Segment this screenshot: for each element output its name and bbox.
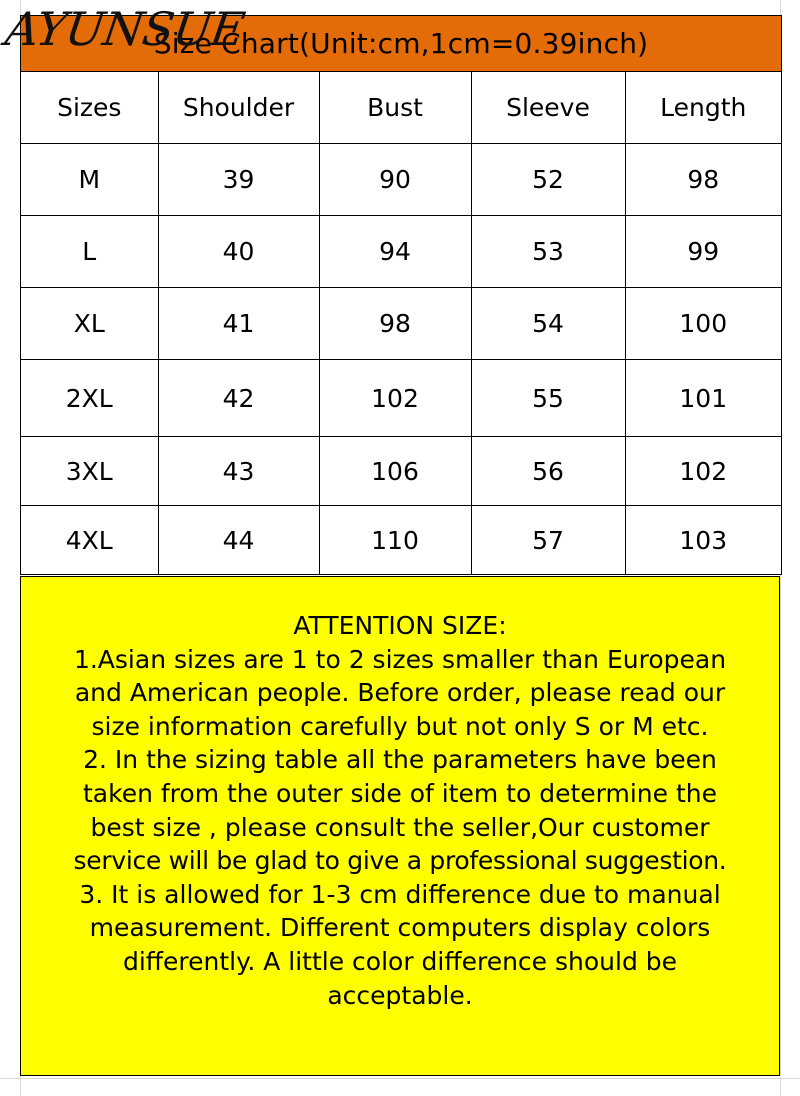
table-cell: 57 bbox=[471, 506, 625, 575]
table-cell: 94 bbox=[319, 216, 471, 288]
table-cell: 54 bbox=[471, 288, 625, 360]
table-cell: 110 bbox=[319, 506, 471, 575]
notice-line: differently. A little color difference should be bbox=[122, 946, 678, 976]
table-cell: 100 bbox=[625, 288, 781, 360]
table-cell: XL bbox=[21, 288, 158, 360]
table-cell: 56 bbox=[471, 437, 625, 506]
notice-heading: ATTENTION SIZE: bbox=[293, 611, 507, 640]
notice-line: measurement. Different computers display colors bbox=[89, 913, 711, 943]
table-cell: 43 bbox=[158, 437, 319, 506]
table-cell: 90 bbox=[319, 144, 471, 216]
notice-line: size information carefully but not only S or M etc. bbox=[91, 711, 709, 741]
attention-notice bbox=[20, 576, 780, 1076]
table-cell: 101 bbox=[625, 360, 781, 437]
table-cell: 106 bbox=[319, 437, 471, 506]
table-cell: 53 bbox=[471, 216, 625, 288]
table-cell: 3XL bbox=[21, 437, 158, 506]
table-cell: 55 bbox=[471, 360, 625, 437]
table-cell: 4XL bbox=[21, 506, 158, 575]
notice-line: service will be glad to give a professional suggestion. bbox=[73, 846, 727, 876]
notice-line: 2. In the sizing table all the parameters have been bbox=[83, 745, 717, 775]
table-cell: 52 bbox=[471, 144, 625, 216]
table-row bbox=[21, 288, 781, 360]
table-cell: 98 bbox=[625, 144, 781, 216]
header-cell: Shoulder bbox=[158, 72, 319, 144]
table-row bbox=[21, 360, 781, 437]
notice-line: 1.Asian sizes are 1 to 2 sizes smaller than European bbox=[73, 644, 727, 674]
table-cell: 102 bbox=[625, 437, 781, 506]
table-cell: 39 bbox=[158, 144, 319, 216]
table-cell: 2XL bbox=[21, 360, 158, 437]
brand-logo: AYUNSUE bbox=[2, 2, 248, 56]
notice-line: best size , please consult the seller,Our customer bbox=[90, 812, 710, 842]
notice-line: 3. It is allowed for 1-3 cm difference due to manual bbox=[79, 879, 721, 909]
table-cell: 99 bbox=[625, 216, 781, 288]
size-chart bbox=[20, 15, 782, 575]
table-cell: 102 bbox=[319, 360, 471, 437]
header-cell: Bust bbox=[319, 72, 471, 144]
table-row bbox=[21, 437, 781, 506]
grid-line bbox=[0, 1078, 800, 1079]
table-cell: M bbox=[21, 144, 158, 216]
table-row bbox=[21, 506, 781, 575]
table-cell: 42 bbox=[158, 360, 319, 437]
table-header-row bbox=[21, 72, 781, 144]
notice-line: taken from the outer side of item to determine the bbox=[83, 778, 717, 808]
table-cell: 41 bbox=[158, 288, 319, 360]
notice-line: acceptable. bbox=[327, 980, 473, 1010]
table-row bbox=[21, 144, 781, 216]
notice-line: and American people. Before order, please read our bbox=[74, 678, 726, 708]
table-cell: 103 bbox=[625, 506, 781, 575]
size-table bbox=[21, 72, 781, 575]
table-row bbox=[21, 216, 781, 288]
table-cell: 44 bbox=[158, 506, 319, 575]
header-cell: Sleeve bbox=[471, 72, 625, 144]
size-chart-title: Size Chart(Unit:cm,1cm=0.39inch) bbox=[21, 15, 781, 72]
header-cell: Sizes bbox=[21, 72, 158, 144]
table-cell: L bbox=[21, 216, 158, 288]
header-cell: Length bbox=[625, 72, 781, 144]
table-cell: 40 bbox=[158, 216, 319, 288]
table-cell: 98 bbox=[319, 288, 471, 360]
